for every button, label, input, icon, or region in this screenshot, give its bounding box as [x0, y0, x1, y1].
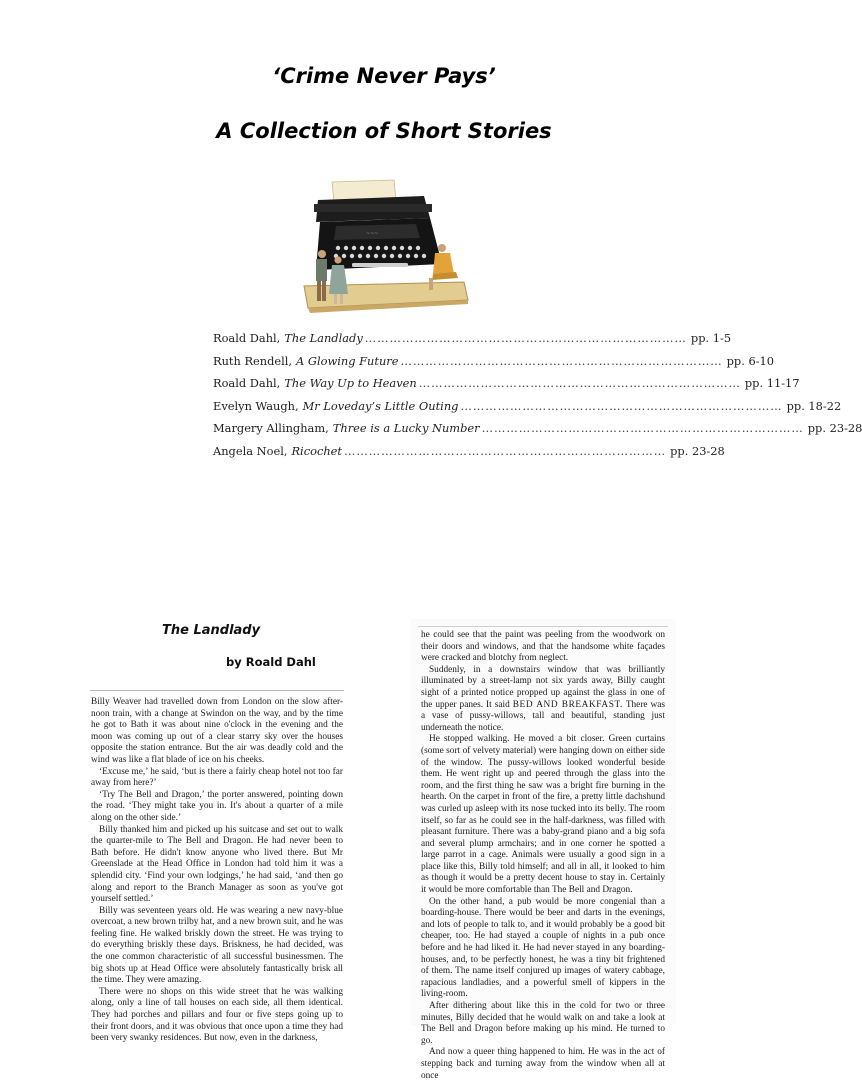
- story-byline: by Roald Dahl: [226, 655, 316, 669]
- paragraph-text: Suddenly, in a downstairs window that was brilliantly illuminated by a street-lamp not six yards away, Billy caught sight of a printed notice propped up against the glass in one of the upper panes. It said: [421, 664, 665, 710]
- paragraph: He stopped walking. He moved a bit closer. Green curtains (some sort of velvety material) were hanging down on either side of the window. The pussy-willows looked wonderful beside them. He went right up and peered through the glass into the room, and the first thing he saw was a bright fire burning in the hearth. On the carpet in front of the fire, a pretty little dachshund was curled up asleep with its nose tucked into its belly. The room itself, so far as he could see in the half-darkness, was filled with pleasant furniture. There was a baby-grand piano and a big sofa and several plump armchairs; and in one corner he spotted a large parrot in a cage. Animals were usually a good sign in a place like this, Billy told himself; and all in all, it looked to him as though it would be a pretty decent house to stay in. Certainly it would be more comfortable than The Bell and Dragon.: [421, 734, 665, 896]
- paragraph: There were no shops on this wide street that he was walking along, only a line of tall houses on each side, all them identical. They had porches and pillars and four or five steps going up to their front doors, and it was obvious that once upon a time they had been very swanky residences. But now, even in the darkness,: [91, 986, 343, 1044]
- paragraph: Billy was seventeen years old. He was wearing a new navy-blue overcoat, a new brown trilby hat, and a new brown suit, and he was feeling fine. He walked briskly down the street. He was trying to do everything briskly these days. Briskness, he had decided, was the one common characteristic of all successful businessmen. The big shots up at Head Office were absolutely fantastically brisk all the time. They were amazing.: [91, 905, 343, 986]
- toc-author: Evelyn Waugh,: [213, 398, 299, 413]
- toc-pages: pp. 18-22: [786, 398, 842, 413]
- toc-entry: [213, 353, 775, 377]
- paragraph: Billy Weaver had travelled down from London on the slow after-noon train, with a change at Swindon on the way, and by the time he got to Bath it was about nine o'clock in the evening and the moon was coming up out of a clear starry sky over the houses opposite the station entrance. But the air was deadly cold and the wind was like a flat blade of ice on his cheeks.: [91, 697, 343, 765]
- paragraph: he could see that the paint was peeling from the woodwork on their doors and windows, and that the handsome white façades were cracked and blotchy from neglect.: [421, 630, 665, 664]
- toc-pages: pp. 11-17: [744, 376, 800, 391]
- story-column-right: [421, 630, 666, 1081]
- toc-leader: ……………………………………………………………………: [460, 398, 783, 413]
- paragraph: And now a queer thing happened to him. He was in the act of stepping back and turning away from the window when all at once: [421, 1047, 665, 1081]
- toc-pages: pp. 6-10: [726, 353, 775, 368]
- paragraph: On the other hand, a pub would be more congenial than a boarding-house. There would be beer and darts in the evenings, and lots of people to talk to, and it would probably be a good bit cheaper, too. He had stayed a couple of nights in a pub once before and he had liked it. He had never stayed in any boarding-houses, and, to be perfectly honest, he was a tiny bit frightened of them. The name itself conjured up images of watery cabbage, rapacious landladies, and a powerful smell of kippers in the living-room.: [421, 896, 665, 1000]
- toc-title: Three is a Lucky Number: [332, 421, 480, 436]
- toc-pages: pp. 1-5: [690, 331, 732, 345]
- toc-entry: [213, 421, 862, 444]
- toc-entry: [213, 376, 800, 399]
- divider: [90, 690, 344, 691]
- toc-author: Margery Allingham,: [213, 421, 329, 436]
- paragraph: ‘Excuse me,’ he said, ‘but is there a fairly cheap hotel not too far away from here?’: [91, 766, 343, 789]
- toc-leader: ……………………………………………………………………: [343, 443, 667, 458]
- toc-leader: ……………………………………………………………………: [481, 421, 804, 436]
- toc-leader: ……………………………………………………………………: [418, 376, 741, 391]
- toc-title: The Landlady: [284, 331, 363, 345]
- toc-author: Angela Noel,: [213, 443, 288, 458]
- toc-leader: ……………………………………………………………………: [364, 331, 687, 345]
- story-title: The Landlady: [162, 623, 261, 638]
- paragraph-text: There was a vase of pussy-willows, tall and beautiful, standing just underneath the notice.: [421, 699, 666, 733]
- table-of-contents: [213, 331, 862, 467]
- notice-text: BED AND BREAKFAST.: [512, 699, 623, 710]
- paragraph: After dithering about like this in the cold for two or three minutes, Billy decided that he would walk on and take a look at The Bell and Dragon before making up his mind. He turned to go.: [421, 1001, 665, 1046]
- collection-subtitle: A Collection of Short Stories: [216, 119, 552, 143]
- collection-title: ‘Crime Never Pays’: [272, 64, 496, 88]
- svg-text:~~~: ~~~: [366, 231, 379, 237]
- toc-title: The Way Up to Heaven: [284, 376, 417, 391]
- toc-title: Mr Loveday’s Little Outing: [302, 398, 459, 413]
- toc-pages: pp. 23-28: [807, 421, 862, 436]
- toc-entry: [213, 331, 732, 354]
- toc-pages: pp. 23-28: [670, 443, 725, 458]
- toc-leader: ……………………………………………………………………: [400, 353, 723, 368]
- toc-author: Roald Dahl,: [213, 376, 281, 391]
- toc-author: Roald Dahl,: [213, 331, 281, 345]
- toc-title: Ricochet: [291, 443, 342, 458]
- paragraph: ‘Try The Bell and Dragon,’ the porter answered, pointing down the road. ‘They might take you in. It's about a quarter of a mile along on the other side.’: [91, 789, 343, 823]
- typewriter-with-figures-illustration: [296, 178, 472, 320]
- story-column-left: [91, 697, 343, 1044]
- toc-entry: [213, 398, 842, 422]
- toc-title: A Glowing Future: [296, 353, 399, 368]
- paragraph: [421, 665, 665, 735]
- divider: [418, 626, 668, 627]
- toc-entry: [213, 443, 725, 467]
- paragraph: Billy thanked him and picked up his suitcase and set out to walk the quarter-mile to The Bell and Dragon. He had never been to Bath before. He didn't know anyone who lived there. But Mr Greenslade at the Head Office in London had told him it was a splendid city. ‘Find your own lodgings,’ he had said, ‘and then go along and report to the Branch Manager as soon as you've got yourself settled.’: [91, 824, 343, 905]
- toc-author: Ruth Rendell,: [213, 353, 293, 368]
